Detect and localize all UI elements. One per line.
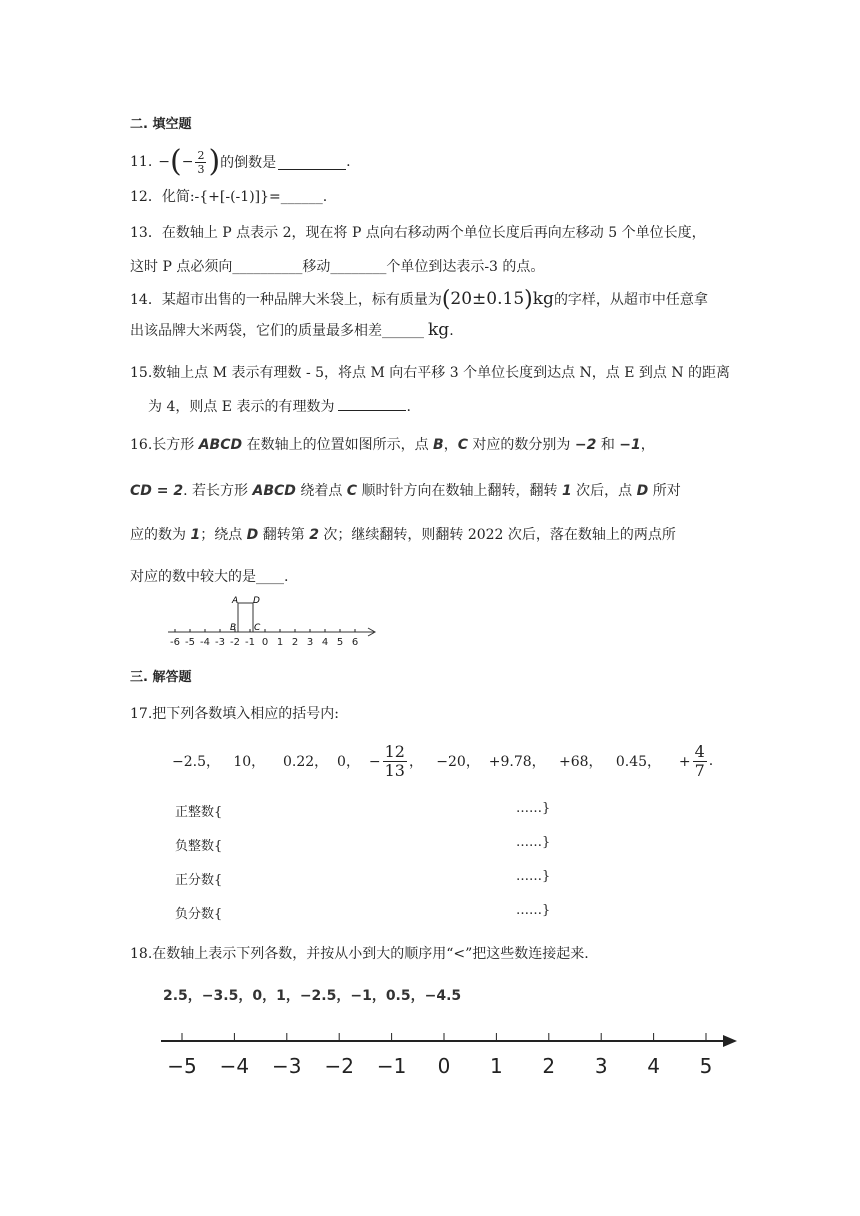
q18-tick-label: 1 (490, 1054, 503, 1078)
q17-frac1-num: 12 (384, 741, 405, 761)
question-16-line-4: 对应的数中较大的是____. (130, 569, 289, 585)
question-13-line-2: 这时 P 点必须向__________移动________个单位到达表示-3 的点。 (130, 259, 545, 275)
q11-left-paren: ( (170, 144, 182, 179)
q16-text-d: . 若长方形 (183, 483, 253, 499)
question-11 (130, 142, 351, 182)
q18-tick-label: −4 (219, 1054, 250, 1078)
q16-tick-label: 4 (321, 637, 329, 648)
question-15-line-1: 15.数轴上点 M 表示有理数 - 5，将点 M 向右平移 3 个单位长度到达点 N，点 E 到点 N 的距离 (130, 365, 731, 381)
q17-category-positive-fractions-end[interactable]: ……} (516, 869, 551, 884)
q16-text-b: 在数轴上的位置如图所示，点 (242, 437, 434, 453)
q14-text-c: 出该品牌大米两袋，它们的质量最多相差______ (130, 323, 424, 339)
section-heading-solutions: 三. 解答题 (130, 670, 192, 685)
q17-numbers-a: −2.5， 10， 0.22， 0， − (172, 754, 381, 770)
q16-tick-label: -5 (185, 637, 195, 648)
q16-tick-label: 6 (351, 637, 359, 648)
q16-cd-eq: CD = 2 (130, 483, 184, 499)
q16-label-b: B (230, 623, 237, 633)
q17-numbers-b: ， −20， +9.78， +68， 0.45， + (408, 754, 691, 770)
q14-unit: kg (532, 289, 554, 309)
q16-abcd: ABCD (198, 437, 243, 453)
q11-period: . (346, 154, 351, 170)
q16-text-e: 绕着点 (295, 483, 347, 499)
q18-tick-label: −5 (167, 1054, 197, 1078)
q18-tick-label: 2 (542, 1054, 556, 1078)
q14-left-paren: ( (441, 286, 451, 312)
q11-fraction (195, 150, 206, 175)
q17-category-negative-fractions-end[interactable]: ……} (516, 903, 551, 918)
q16-rectangle-abcd (238, 603, 253, 632)
question-15-line-2 (148, 396, 411, 416)
question-16-line-1 (130, 434, 655, 454)
q17-category-negative-integers-end[interactable]: ……} (516, 835, 551, 850)
q18-tick-label: −1 (376, 1054, 407, 1078)
question-16-line-3 (130, 524, 676, 544)
q11-answer-blank[interactable] (278, 155, 346, 170)
q17-frac2-num: 4 (694, 741, 705, 761)
q17-frac2-den: 7 (694, 760, 705, 780)
question-12: 12．化简:-{+[-(-1)]}=______. (130, 189, 328, 205)
question-14-line-2 (130, 320, 454, 340)
q14-end: . (449, 323, 454, 339)
q16-text-k: 翻转第 (258, 527, 310, 543)
q16-end-1: ， (640, 437, 655, 453)
q14-formula: 20±0.15 (450, 289, 525, 309)
q11-suffix: 的倒数是 (220, 155, 277, 171)
q18-number-list: 2.5，−3.5，0，1，−2.5，−1，0.5，−4.5 (163, 988, 462, 1004)
question-18-title: 18.在数轴上表示下列各数，并按从小到大的顺序用“<”把这些数连接起来. (130, 946, 589, 962)
q16-abcd-2: ABCD (252, 483, 296, 499)
q16-tick-label: -3 (215, 637, 225, 648)
q16-text-f: 顺时针方向在数轴上翻转，翻转 (357, 483, 562, 499)
q16-text-g: 次后，点 (571, 483, 637, 499)
q15-end: . (406, 399, 411, 415)
q16-one: 1 (561, 483, 572, 499)
q16-text-c: 对应的数分别为 (467, 437, 575, 453)
q16-value-2: −1 (619, 437, 641, 453)
q17-category-positive-integers-end[interactable]: ……} (516, 801, 551, 816)
q16-label-d: D (253, 596, 260, 606)
q11-inner-sign: − (181, 154, 194, 170)
q15-text: 为 4，则点 E 表示的有理数为 (148, 399, 335, 415)
q18-ticks (167, 1033, 712, 1078)
q16-point-c-2: C (346, 483, 358, 499)
q18-tick-label: 0 (437, 1054, 451, 1078)
q18-tick-label: 4 (647, 1054, 660, 1078)
q16-text-h: 所对 (648, 483, 681, 499)
q18-number-line[interactable] (155, 1018, 745, 1084)
q17-category-positive-integers: 正整数{ (175, 805, 223, 820)
q16-text-l: 次；继续翻转，则翻转 2022 次后，落在数轴上的两点所 (318, 527, 676, 543)
q15-answer-blank[interactable] (338, 396, 406, 411)
q11-frac-num: 2 (197, 148, 205, 162)
q17-number-list (172, 738, 713, 784)
question-16-line-2 (130, 480, 681, 500)
q11-right-paren: ) (208, 144, 221, 179)
q16-tick-label: -2 (230, 637, 240, 648)
q17-category-negative-fractions: 负分数{ (175, 907, 223, 922)
q11-number: 11. (130, 154, 153, 170)
q16-value-1: −2 (574, 437, 597, 453)
q17-category-negative-integers: 负整数{ (175, 839, 223, 854)
q18-axis-arrow (723, 1035, 737, 1047)
q14-text-b: 的字样，从超市中任意拿 (553, 292, 708, 308)
q16-tick-label: 0 (261, 637, 269, 648)
q16-point-d: D (636, 483, 649, 499)
question-13-line-1: 13．在数轴上 P 点表示 2，现在将 P 点向右移动两个单位长度后再向左移动 5 个单位长度， (130, 225, 706, 241)
q16-point-c: C (457, 437, 468, 453)
q16-tick-label: 3 (306, 637, 314, 648)
q16-tick-label: -6 (170, 637, 180, 648)
q16-label-c: C (254, 623, 261, 633)
q17-frac1-den: 13 (384, 760, 405, 780)
q16-point-b: B (433, 437, 444, 453)
q16-and: 和 (596, 437, 620, 453)
q16-tick-label: -1 (245, 637, 255, 648)
q16-number-line-figure (164, 592, 384, 650)
q17-numbers-end: . (708, 753, 714, 769)
q16-point-d-2: D (246, 527, 259, 543)
q18-tick-label: −3 (272, 1054, 302, 1078)
q17-fraction-1 (383, 741, 407, 780)
q11-frac-den: 3 (197, 162, 205, 176)
q16-text-j: ；绕点 (200, 527, 247, 543)
q14-text-a: 14．某超市出售的一种品牌大米袋上，标有质量为 (130, 292, 442, 308)
q16-tick-label: 1 (276, 637, 284, 648)
q18-tick-label: −2 (324, 1054, 354, 1078)
q16-text-a: 16.长方形 (130, 437, 199, 453)
section-heading-fill-in: 二. 填空题 (130, 117, 192, 132)
q16-text-i: 应的数为 (130, 527, 191, 543)
q16-label-a: A (232, 596, 239, 606)
q14-unit-2: kg (428, 320, 450, 340)
q17-fraction-2 (693, 741, 707, 780)
q16-tick-label: 5 (336, 637, 344, 648)
q17-category-positive-fractions: 正分数{ (175, 873, 223, 888)
question-14-line-1 (130, 284, 708, 314)
question-17-title: 17.把下列各数填入相应的括号内: (130, 706, 339, 722)
q16-one-2: 1 (190, 527, 201, 543)
q18-tick-label: 3 (594, 1054, 608, 1078)
q11-minus: − (158, 154, 170, 170)
q16-tick-label: 2 (291, 637, 299, 648)
q18-tick-label: 5 (699, 1054, 713, 1078)
q14-right-paren: ) (524, 286, 533, 312)
q16-comma: ， (443, 437, 458, 453)
q16-two: 2 (309, 527, 319, 543)
q16-tick-label: -4 (200, 637, 210, 648)
